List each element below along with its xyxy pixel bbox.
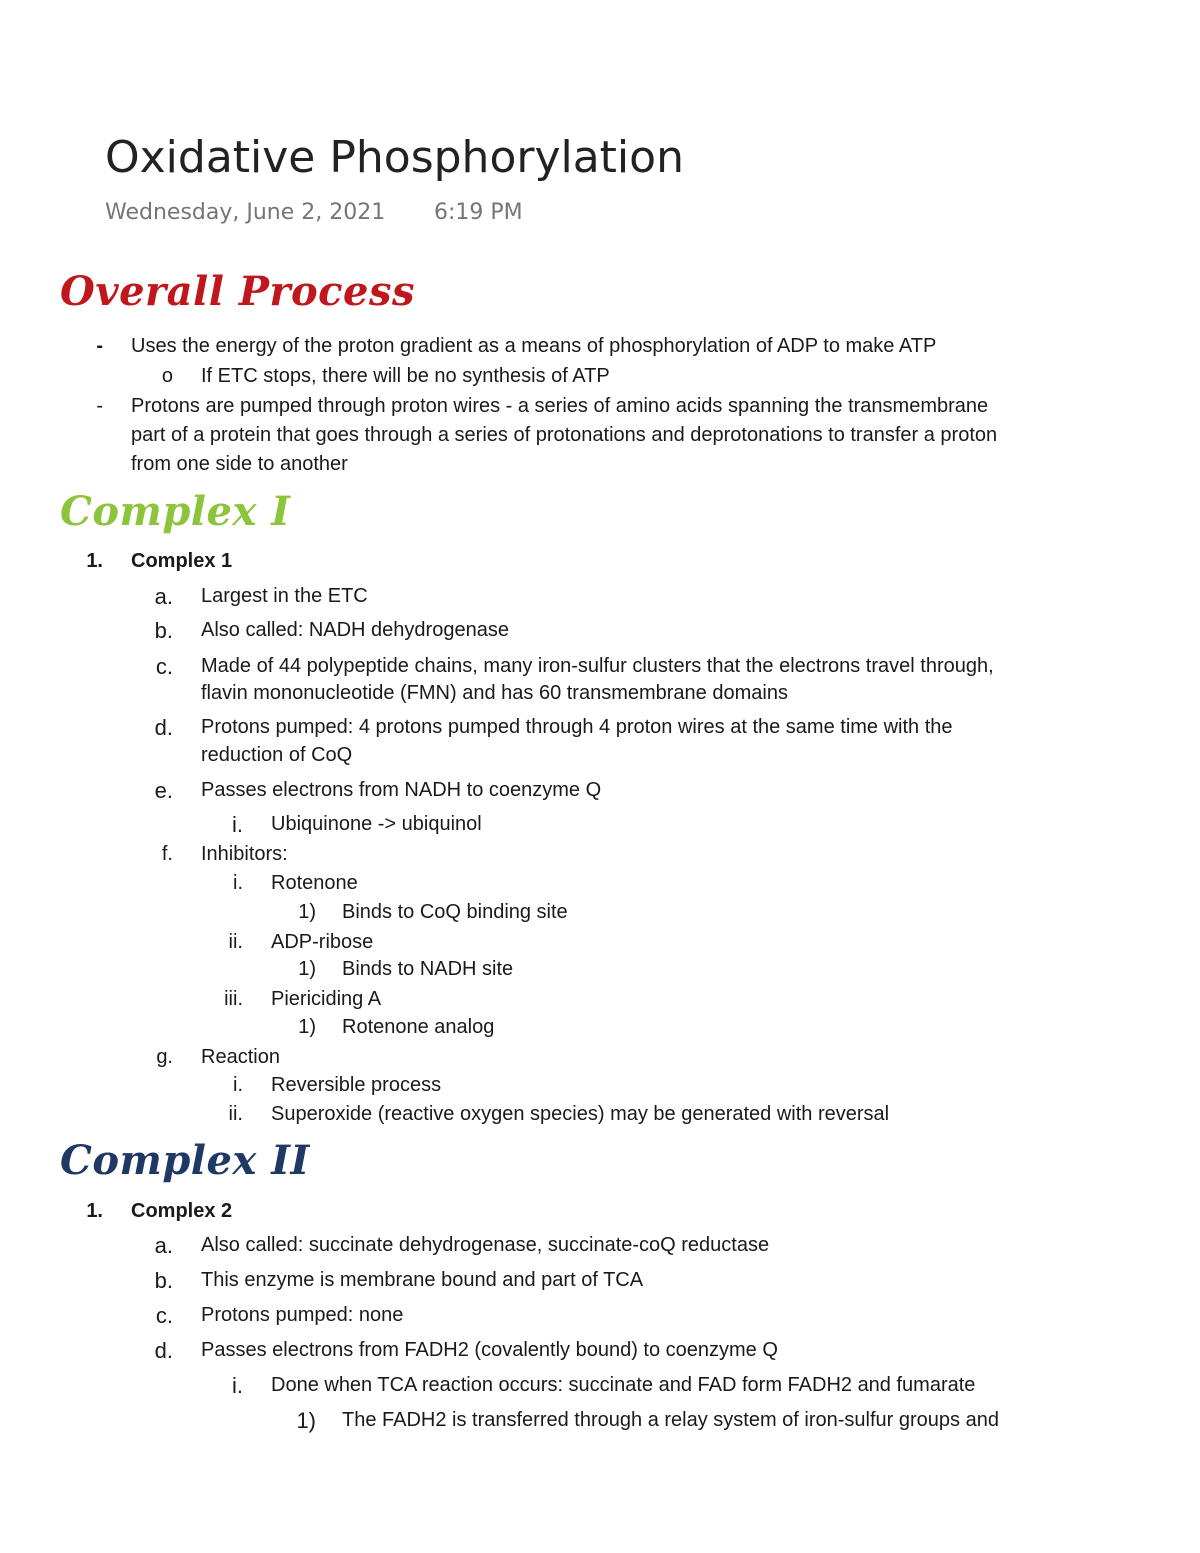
list-item-continued: reduction of CoQ bbox=[201, 744, 353, 766]
list-marker: ii. bbox=[228, 931, 243, 953]
list-item: Binds to NADH site bbox=[342, 958, 514, 980]
list-item: This enzyme is membrane bound and part of TCA bbox=[201, 1269, 644, 1291]
list-item: The FADH2 is transferred through a relay system of iron-sulfur groups and bbox=[342, 1409, 999, 1431]
list-marker: 1) bbox=[298, 958, 316, 980]
list-marker: a. bbox=[154, 1233, 173, 1258]
list-marker: 1. bbox=[86, 1200, 103, 1222]
list-item: Largest in the ETC bbox=[201, 585, 368, 607]
list-marker: a. bbox=[154, 584, 173, 609]
list-item: Protons are pumped through proton wires - a series of amino acids spanning the transmembrane bbox=[131, 395, 989, 417]
list-item: Rotenone analog bbox=[342, 1016, 495, 1038]
list-marker: c. bbox=[155, 654, 173, 679]
list-item: Reversible process bbox=[271, 1074, 442, 1096]
page-date: Wednesday, June 2, 2021 bbox=[105, 200, 386, 225]
list-item: Made of 44 polypeptide chains, many iron-sulfur clusters that the electrons travel through, bbox=[201, 655, 994, 677]
list-item: Uses the energy of the proton gradient as a means of phosphorylation of ADP to make ATP bbox=[131, 335, 937, 357]
list-item: Also called: succinate dehydrogenase, succinate-coQ reductase bbox=[201, 1234, 770, 1256]
list-item: Reaction bbox=[201, 1046, 280, 1068]
list-marker: - bbox=[96, 335, 103, 357]
list-item: Passes electrons from NADH to coenzyme Q bbox=[201, 779, 602, 801]
list-marker: i. bbox=[232, 1373, 243, 1398]
list-marker: iii. bbox=[224, 988, 243, 1010]
list-item: Protons pumped: 4 protons pumped through 4 proton wires at the same time with the bbox=[201, 716, 953, 738]
list-item: Rotenone bbox=[271, 872, 358, 894]
list-marker: d. bbox=[154, 1338, 173, 1363]
list-item: Piericiding A bbox=[271, 988, 382, 1010]
list-item: Complex 1 bbox=[131, 550, 233, 572]
list-item-continued: flavin mononucleotide (FMN) and has 60 transmembrane domains bbox=[201, 682, 788, 704]
list-item: Binds to CoQ binding site bbox=[342, 901, 568, 923]
list-marker: i. bbox=[233, 872, 243, 894]
list-marker: 1) bbox=[298, 901, 316, 923]
list-item: Also called: NADH dehydrogenase bbox=[201, 619, 509, 641]
list-marker: b. bbox=[154, 618, 173, 643]
list-marker: b. bbox=[154, 1268, 173, 1293]
list-marker: g. bbox=[156, 1046, 173, 1068]
list-marker: f. bbox=[161, 843, 173, 865]
page-title: Oxidative Phosphorylation bbox=[105, 132, 684, 183]
list-marker: 1) bbox=[298, 1016, 316, 1038]
list-item-continued: from one side to another bbox=[131, 453, 348, 475]
list-item: Ubiquinone -> ubiquinol bbox=[271, 813, 482, 835]
list-marker: d. bbox=[154, 715, 173, 740]
page-time: 6:19 PM bbox=[434, 200, 523, 225]
list-marker: ii. bbox=[228, 1103, 243, 1125]
list-marker: i. bbox=[232, 812, 243, 837]
list-marker: o bbox=[161, 365, 173, 387]
heading-complex-1: Complex I bbox=[60, 488, 291, 535]
list-marker: 1) bbox=[296, 1408, 316, 1433]
list-item: Superoxide (reactive oxygen species) may be generated with reversal bbox=[271, 1103, 890, 1125]
list-item: Complex 2 bbox=[131, 1200, 233, 1222]
list-item: Done when TCA reaction occurs: succinate and FAD form FADH2 and fumarate bbox=[271, 1374, 976, 1396]
list-item: If ETC stops, there will be no synthesis of ATP bbox=[201, 365, 610, 387]
heading-overall-process: Overall Process bbox=[60, 268, 416, 315]
list-marker: - bbox=[96, 395, 103, 417]
list-marker: i. bbox=[233, 1074, 243, 1096]
heading-complex-2: Complex II bbox=[60, 1137, 310, 1184]
list-marker: 1. bbox=[86, 550, 103, 572]
list-marker: e. bbox=[154, 778, 173, 803]
list-item: ADP-ribose bbox=[271, 931, 374, 953]
list-item: Inhibitors: bbox=[201, 843, 288, 865]
list-item: Protons pumped: none bbox=[201, 1304, 404, 1326]
list-item: Passes electrons from FADH2 (covalently bound) to coenzyme Q bbox=[201, 1339, 778, 1361]
list-item-continued: part of a protein that goes through a series of protonations and deprotonations to transfer a proton bbox=[131, 424, 998, 446]
list-marker: c. bbox=[155, 1303, 173, 1328]
